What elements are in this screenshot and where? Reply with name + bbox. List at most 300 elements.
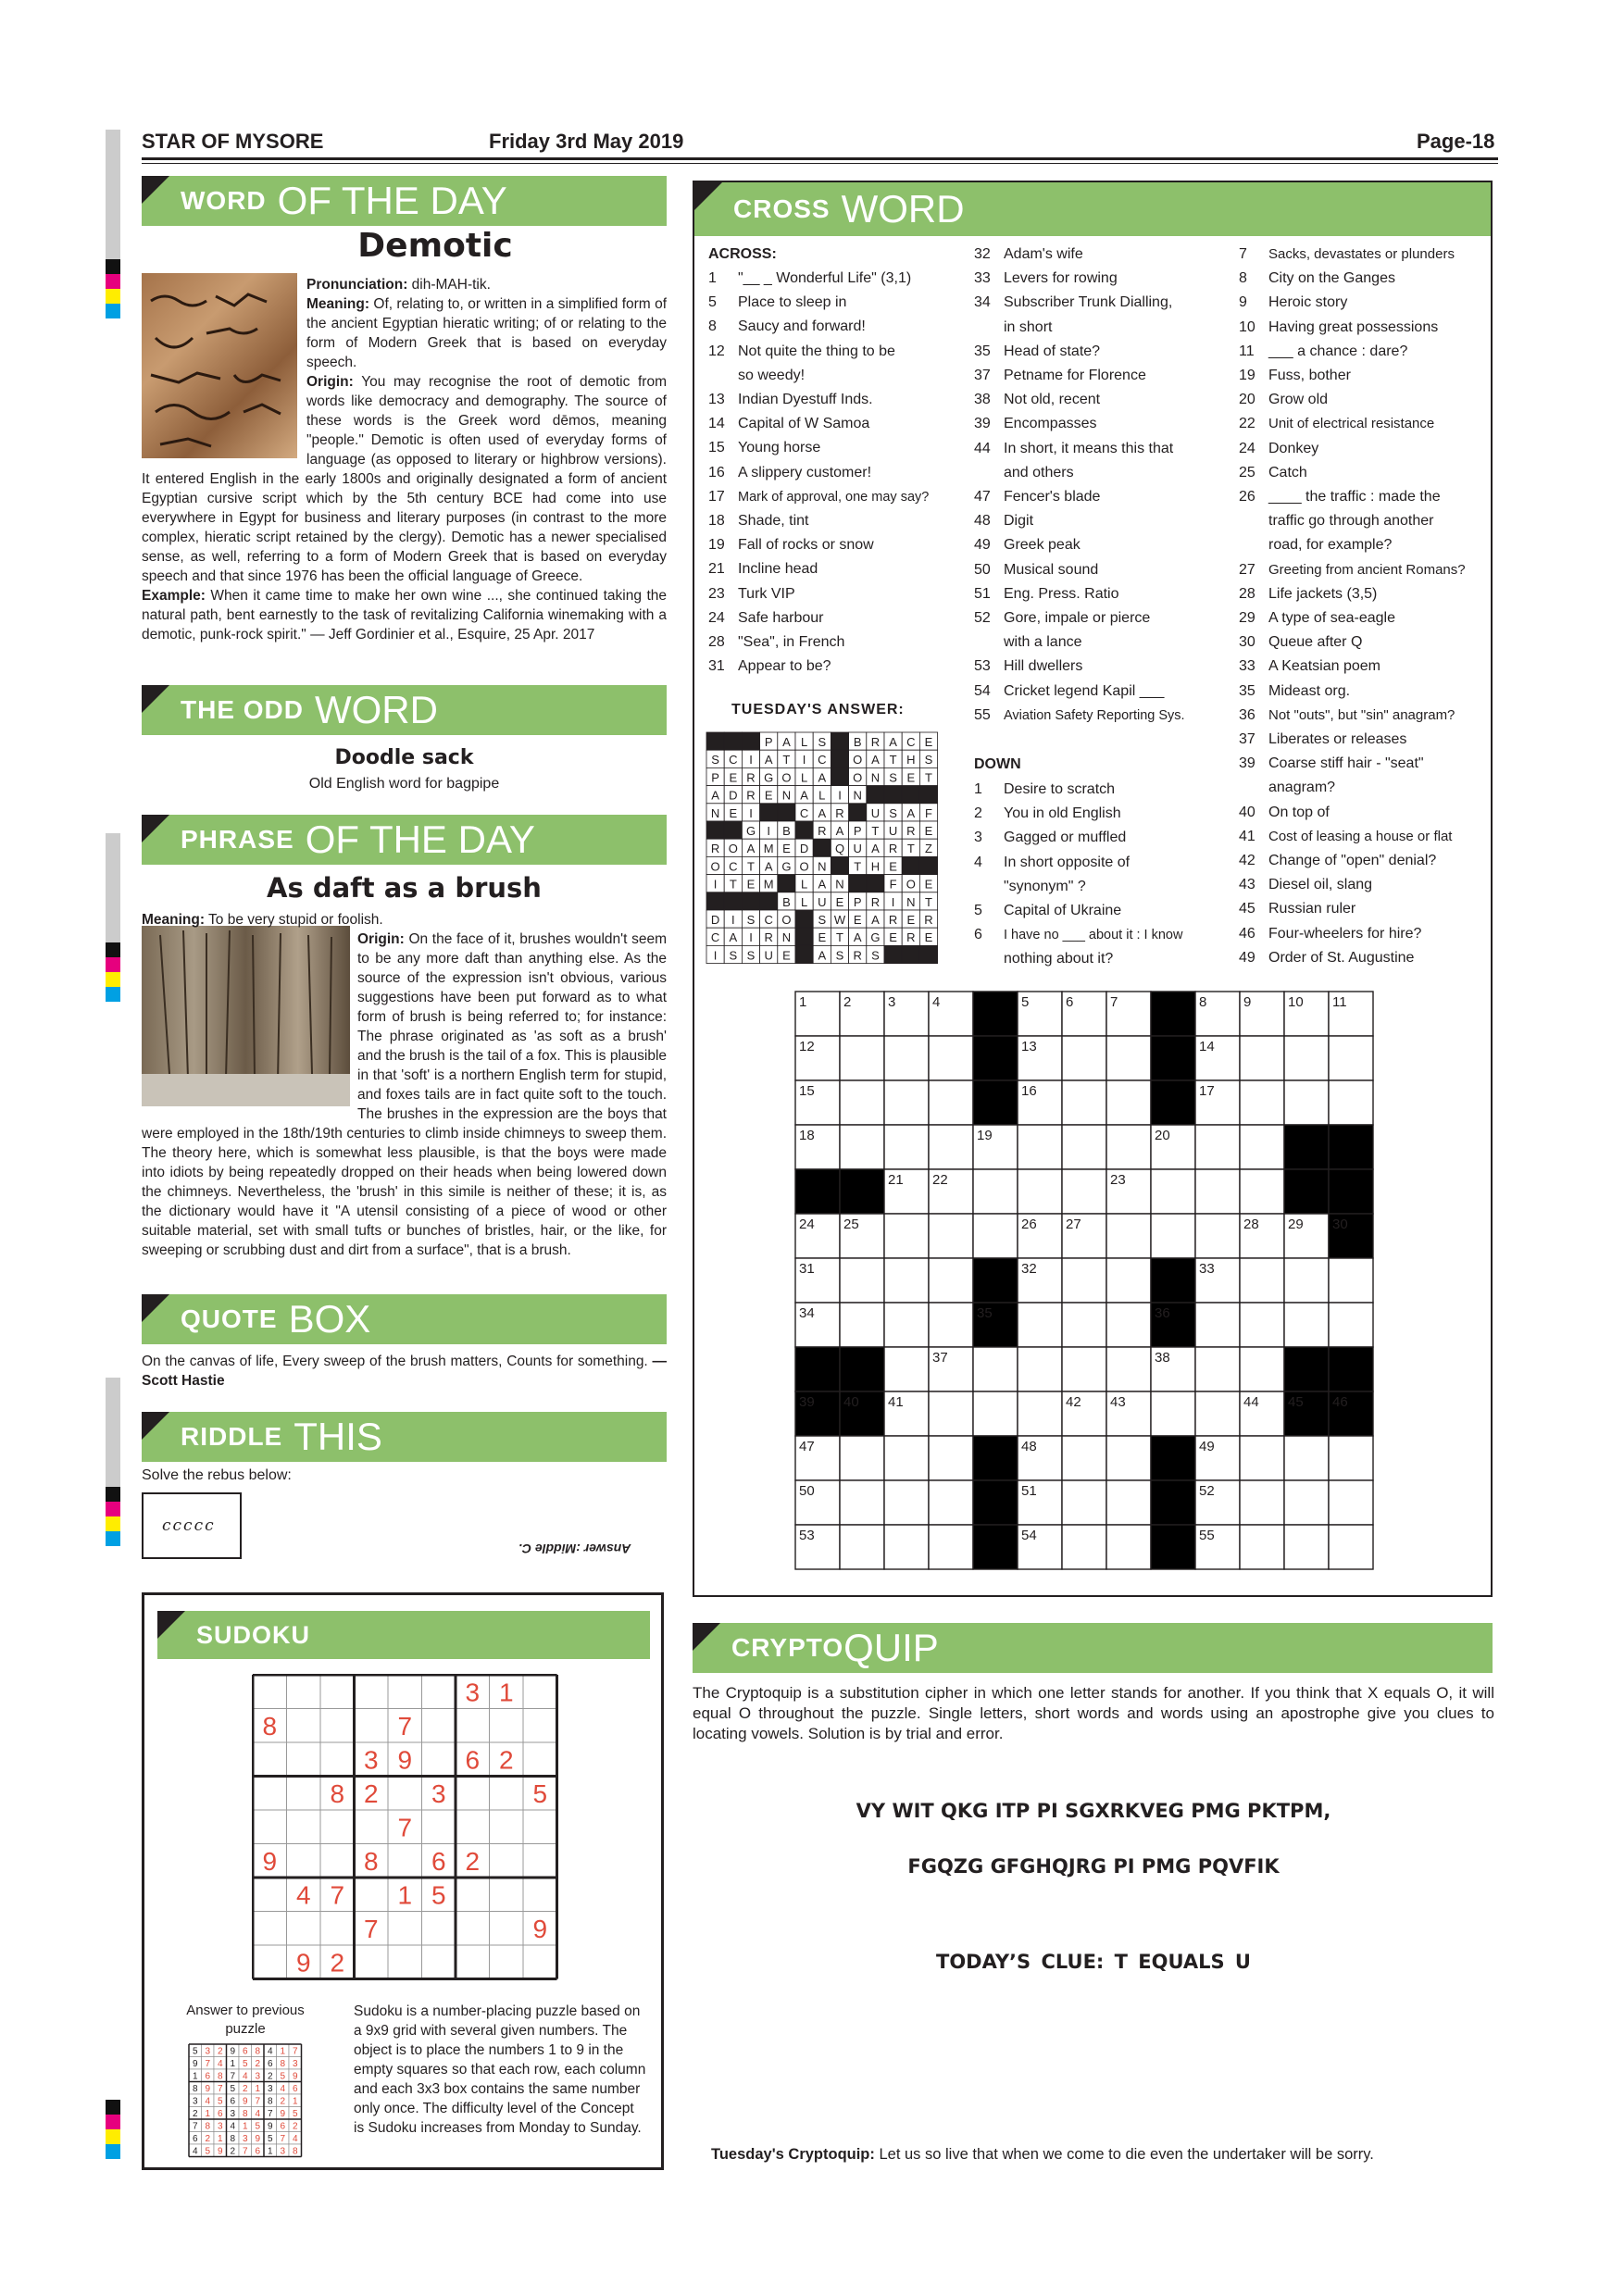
crossword-cell[interactable] xyxy=(884,1436,929,1480)
clue-text: Greek peak xyxy=(1004,537,1081,554)
answer-letter: E xyxy=(746,877,756,892)
answer-letter: R xyxy=(906,930,916,945)
crossword-cell[interactable] xyxy=(973,1214,1018,1258)
answer-block xyxy=(724,732,742,750)
crossword-cell[interactable] xyxy=(884,1303,929,1347)
crossword-cell[interactable] xyxy=(929,1436,973,1480)
sudoku-given: 7 xyxy=(397,1813,413,1842)
clue-text: Gore, impale or pierce xyxy=(1004,610,1151,627)
crossword-cell[interactable] xyxy=(929,1258,973,1303)
crossword-clue-number: 18 xyxy=(799,1128,815,1143)
crossword-cell[interactable] xyxy=(1195,1169,1240,1214)
crossword-cell[interactable] xyxy=(884,1036,929,1080)
sudoku-prev-label: Answer to previous puzzle xyxy=(186,2003,305,2037)
crossword-cell[interactable] xyxy=(1240,1303,1284,1347)
crossword-cell[interactable] xyxy=(1062,1436,1106,1480)
down-clues-col3 xyxy=(1239,243,1466,970)
crossword-cell[interactable] xyxy=(1284,1480,1329,1525)
crossword-cell[interactable] xyxy=(884,1214,929,1258)
answer-letter: E xyxy=(924,823,933,838)
crossword-clue-number: 30 xyxy=(1332,1217,1348,1232)
crossword-clue-number: 11 xyxy=(1332,994,1347,1010)
sudoku-prev-grid xyxy=(188,2043,306,2166)
crossword-cell[interactable] xyxy=(1284,1258,1329,1303)
crossword-cell[interactable] xyxy=(1240,1080,1284,1125)
cryptoquip-line-1: VY WIT QKG ITP PI SGXRKVEG PMG PKTPM, xyxy=(856,1800,1331,1822)
clue-item xyxy=(708,340,929,364)
crossword-cell[interactable] xyxy=(929,1080,973,1125)
answer-letter: O xyxy=(781,770,792,785)
answer-letter: E xyxy=(924,930,933,945)
crossword-cell[interactable] xyxy=(929,1214,973,1258)
answer-letter: I xyxy=(749,930,753,945)
answer-letter: O xyxy=(853,753,863,767)
crossword-cell[interactable] xyxy=(1106,1258,1151,1303)
crossword-cell[interactable] xyxy=(1106,1480,1151,1525)
clue-item xyxy=(1239,922,1466,946)
answer-letter: F xyxy=(889,877,897,892)
wotd-word: Demotic xyxy=(357,227,513,265)
crossword-block xyxy=(973,1436,1018,1480)
clue-number: 54 xyxy=(974,682,991,699)
answer-letter: E xyxy=(818,930,827,945)
clue-item xyxy=(974,461,1185,485)
crossword-clue-number: 5 xyxy=(1021,994,1030,1010)
crossword-cell[interactable] xyxy=(1284,1303,1329,1347)
clue-item xyxy=(974,291,1185,315)
crossword-cell[interactable] xyxy=(1018,1391,1062,1436)
phrase-text: As daft as a brush xyxy=(267,872,542,904)
crossword-cell[interactable] xyxy=(840,1125,884,1169)
prev-sudoku-digit: 3 xyxy=(242,2134,248,2145)
clue-item xyxy=(1239,752,1466,776)
crossword-cell[interactable] xyxy=(1106,1214,1151,1258)
crossword-cell[interactable] xyxy=(1062,1258,1106,1303)
prev-sudoku-digit: 3 xyxy=(230,2109,236,2120)
clue-text: Saucy and forward! xyxy=(738,318,866,335)
crossword-cell[interactable] xyxy=(929,1391,973,1436)
crossword-cell[interactable] xyxy=(840,1525,884,1569)
prev-sudoku-digit: 1 xyxy=(280,2046,286,2057)
crossword-cell[interactable] xyxy=(1240,1525,1284,1569)
crossword-cell[interactable] xyxy=(1106,1347,1151,1391)
prev-sudoku-digit: 3 xyxy=(192,2096,198,2107)
crossword-cell[interactable] xyxy=(1329,1036,1373,1080)
prev-sudoku-digit: 1 xyxy=(242,2121,248,2132)
prev-sudoku-digit: 7 xyxy=(280,2134,286,2145)
sudoku-given: 1 xyxy=(397,1880,413,1910)
odd-word: Doodle sack xyxy=(334,746,474,769)
crossword-cell[interactable] xyxy=(1018,1303,1062,1347)
crossword-clue-number: 12 xyxy=(799,1039,815,1054)
crossword-clue-number: 42 xyxy=(1066,1394,1081,1410)
clue-text: Fall of rocks or snow xyxy=(738,537,874,554)
answer-block xyxy=(867,786,884,804)
crossword-clue-number: 37 xyxy=(932,1350,948,1366)
clue-number: 19 xyxy=(1239,368,1255,384)
clue-item xyxy=(974,947,1182,971)
clue-text: A slippery customer! xyxy=(738,464,872,480)
crossword-cell[interactable] xyxy=(1329,1525,1373,1569)
answer-letter: R xyxy=(746,770,756,785)
answer-letter: N xyxy=(781,788,792,803)
crossword-cell[interactable] xyxy=(1062,1080,1106,1125)
crossword-cell[interactable] xyxy=(1284,1436,1329,1480)
crossword-cell[interactable] xyxy=(1284,1525,1329,1569)
clue-item xyxy=(1239,655,1466,679)
clue-item xyxy=(1239,680,1466,704)
prev-sudoku-digit: 2 xyxy=(217,2046,223,2057)
answer-block xyxy=(884,945,902,963)
answer-block xyxy=(724,892,742,910)
corner-triangle-icon xyxy=(142,1294,169,1322)
clue-number: 2 xyxy=(974,805,982,822)
prev-sudoku-digit: 4 xyxy=(267,2046,273,2057)
prev-sudoku-digit: 5 xyxy=(267,2134,273,2145)
crossword-cell[interactable] xyxy=(1106,1436,1151,1480)
prev-sudoku-digit: 9 xyxy=(217,2146,223,2157)
crossword-cell[interactable] xyxy=(1195,1347,1240,1391)
clue-text: Fuss, bother xyxy=(1268,368,1351,384)
clue-number: 7 xyxy=(1239,246,1247,262)
tuesday-answer-title: TUESDAY'S ANSWER: xyxy=(731,702,905,718)
crossword-block xyxy=(1151,992,1195,1036)
crossword-cell[interactable] xyxy=(840,1258,884,1303)
clue-item xyxy=(708,533,929,557)
answer-letter: O xyxy=(728,842,738,856)
prev-sudoku-digit: 5 xyxy=(205,2146,211,2157)
crossword-cell[interactable] xyxy=(1062,1347,1106,1391)
clue-number: 24 xyxy=(708,609,725,626)
clue-text: Levers for rowing xyxy=(1004,270,1118,287)
crossword-clue-number: 53 xyxy=(799,1528,815,1543)
crossword-cell[interactable] xyxy=(1329,1436,1373,1480)
wotd-body: Pronunciation: dih-MAH-tik. Meaning: Of, relating to, or written in a simplified form of the ancient Egyptian hieratic writing; of or relating to the form of Modern Greek that is based on everyday speech. Origin: You may recognise the root of demotic from words like democracy and demography. The source of these words is the Greek word dēmos, meaning "people." Demotic is often used of everyday forms of language (as opposed to literary or highbrow versions). It entered English in the early 1800s and originally designated a form of ancient Egyptian cursive script which by the 5th century BCE had come into use everywhere in Egypt for business and literary purposes (in contrast to the more complex, hieratic script retained by the clergy). Demotic has a newer specialised sense, as well, referring to a form of Modern Greek that is based on everyday speech and that since 1976 has been the official language of Greece. Example: When it came time to make her own wine ..., she continued taking the natural path, bent earnestly to the task of revitalizing California winemaking with a demotic, punk-rock spirit." — Jeff Gordinier et al., Esquire, 25 Apr. 2017 xyxy=(142,277,667,643)
sudoku-given: 5 xyxy=(431,1880,446,1910)
crossword-cell[interactable] xyxy=(840,1303,884,1347)
clue-item xyxy=(1239,897,1466,921)
answer-letter: I xyxy=(713,948,718,963)
clue-item xyxy=(1239,340,1466,364)
prev-sudoku-digit: 1 xyxy=(255,2084,261,2095)
clue-text: Head of state? xyxy=(1004,343,1101,359)
crossword-cell[interactable] xyxy=(884,1080,929,1125)
clue-number: 28 xyxy=(708,634,725,651)
crossword-cell[interactable] xyxy=(1240,1036,1284,1080)
clue-item xyxy=(974,704,1185,728)
clue-text: with a lance xyxy=(1004,634,1082,651)
sudoku-given: 8 xyxy=(330,1778,345,1808)
answer-letter: A xyxy=(782,734,791,749)
prev-sudoku-digit: 4 xyxy=(205,2096,211,2107)
clue-text: Eng. Press. Ratio xyxy=(1004,585,1119,602)
sudoku-given: 3 xyxy=(363,1745,379,1775)
answer-block xyxy=(706,892,724,910)
crossword-clue-number: 13 xyxy=(1021,1039,1037,1054)
answer-letter: L xyxy=(800,770,808,785)
prev-sudoku-digit: 6 xyxy=(280,2121,286,2132)
crossword-cell[interactable] xyxy=(1240,1480,1284,1525)
answer-block xyxy=(831,750,848,767)
crossword-clue-number: 25 xyxy=(843,1217,859,1232)
clue-number: 33 xyxy=(1239,658,1255,675)
crossword-cell[interactable] xyxy=(884,1125,929,1169)
crossword-cell[interactable] xyxy=(1062,1169,1106,1214)
clue-text: Fencer's blade xyxy=(1004,489,1101,505)
across-title: ACROSS: xyxy=(708,246,777,262)
clue-item xyxy=(974,388,1185,412)
riddle-prompt: Solve the rebus below: xyxy=(142,1467,292,1483)
phrase-body: Meaning: To be very stupid or foolish. Origin: On the face of it, brushes wouldn't seem to be any more daft than anything else. As the source of the expression isn't obvious, various suggestions have been put forward as to what form of brush is being referred to; for instance: The phrase originated as 'as soft as a brush' and the brush is the tail of a fox. This is plausible in that 'soft' is a northern English term for stupid, and foxes tails are in fact quite soft to the touch. The brushes in the expression are the boys that were employed in the 18th/19th centuries to climb inside chimneys to sweep them. The theory here, which is somewhat less plausible, is that the boys were made into idiots by being repeatedly dropped on their heads when being lowered down the chimneys. Nevertheless, the 'brush' in this simile is neither of these; it is, as the dictionary would have it "A utensil consisting of a piece of wood or other suitable material, set with small tufts or bunches of bristles, hair, or the like, for sweeping or scrubbing dust and dirt from a surface", that is a brush. xyxy=(142,912,668,1258)
crossword-cell[interactable] xyxy=(973,1391,1018,1436)
clue-item xyxy=(708,461,929,485)
answer-letter: C xyxy=(799,805,809,820)
clue-text: Not quite the thing to be xyxy=(738,343,895,359)
clue-text: On top of xyxy=(1268,804,1330,820)
crossword-clue-number: 23 xyxy=(1110,1172,1126,1188)
crossword-cell[interactable] xyxy=(840,1080,884,1125)
crossword-cell[interactable] xyxy=(1151,1214,1195,1258)
crossword-cell[interactable] xyxy=(929,1125,973,1169)
crossword-cell[interactable] xyxy=(1018,1347,1062,1391)
answer-letter: A xyxy=(818,770,827,785)
cryptoquip-intro: The Cryptoquip is a substitution cipher in which one letter stands for another. If you think that X equals O, it will equal O throughout the puzzle. Single letters, short words and words using an apostrophe give you clues to locating vowels. Solution is by trial and error. xyxy=(693,1684,1494,1742)
answer-block xyxy=(902,856,919,874)
crossword-cell[interactable] xyxy=(1018,1125,1062,1169)
crossword-cell[interactable] xyxy=(1195,1303,1240,1347)
crossword-clue-number: 51 xyxy=(1021,1483,1037,1499)
tuesday-answer-grid xyxy=(706,731,946,977)
clue-number: 51 xyxy=(974,585,991,602)
crossword-cell[interactable] xyxy=(1329,1258,1373,1303)
answer-block xyxy=(902,786,919,804)
clue-number: 42 xyxy=(1239,853,1255,869)
clue-number: 49 xyxy=(974,537,991,554)
clue-text: In short opposite of xyxy=(1004,854,1131,870)
crossword-clue-number: 4 xyxy=(932,994,941,1010)
crossword-cell[interactable] xyxy=(1195,1391,1240,1436)
clue-text: Queue after Q xyxy=(1268,634,1363,651)
crossword-cell[interactable] xyxy=(1106,1080,1151,1125)
crossword-cell[interactable] xyxy=(1240,1169,1284,1214)
clue-number: 27 xyxy=(1239,561,1255,578)
answer-letter: U xyxy=(764,948,773,963)
crossword-cell[interactable] xyxy=(884,1525,929,1569)
sudoku-given: 1 xyxy=(498,1678,514,1707)
answer-letter: S xyxy=(818,734,827,749)
clue-text: Digit xyxy=(1004,513,1034,530)
clue-number: 1 xyxy=(974,781,982,797)
header-rule-thin xyxy=(142,163,1498,164)
crossword-cell[interactable] xyxy=(840,1036,884,1080)
clue-number: 30 xyxy=(1239,634,1255,651)
answer-letter: G xyxy=(870,930,881,945)
sudoku-given: 5 xyxy=(532,1778,548,1808)
odd-word-definition: Old English word for bagpipe xyxy=(308,776,500,792)
answer-letter: G xyxy=(781,859,792,874)
crossword-cell[interactable] xyxy=(840,1480,884,1525)
sudoku-given: 9 xyxy=(262,1846,278,1876)
prev-sudoku-digit: 9 xyxy=(242,2096,248,2107)
sudoku-given: 7 xyxy=(397,1711,413,1741)
clue-text: Capital of W Samoa xyxy=(738,416,870,432)
answer-letter: T xyxy=(782,753,791,767)
answer-block xyxy=(760,804,778,821)
corner-triangle-icon xyxy=(693,1623,720,1651)
answer-letter: S xyxy=(835,948,844,963)
crossword-cell[interactable] xyxy=(1062,1125,1106,1169)
crossword-cell[interactable] xyxy=(929,1525,973,1569)
clue-text: Shade, tint xyxy=(738,513,809,530)
crossword-cell[interactable] xyxy=(1240,1436,1284,1480)
prev-sudoku-digit: 6 xyxy=(230,2096,236,2107)
answer-block xyxy=(849,804,867,821)
clue-number: 23 xyxy=(708,585,725,602)
clue-number: 6 xyxy=(974,927,982,943)
prev-sudoku-digit: 6 xyxy=(242,2046,248,2057)
crossword-cell[interactable] xyxy=(1284,1036,1329,1080)
prev-sudoku-digit: 3 xyxy=(267,2084,273,2095)
answer-block xyxy=(795,945,813,963)
clue-text: Not old, recent xyxy=(1004,392,1101,408)
corner-triangle-icon xyxy=(157,1611,185,1639)
crossword-cell[interactable] xyxy=(1106,1125,1151,1169)
answer-letter: R xyxy=(888,842,898,856)
crossword-cell[interactable] xyxy=(1240,1347,1284,1391)
crossword-cell[interactable] xyxy=(1106,1303,1151,1347)
prev-sudoku-digit: 7 xyxy=(267,2109,273,2120)
clue-number: 15 xyxy=(708,440,725,456)
quote-banner: QUOTE BOX xyxy=(142,1294,667,1344)
crossword-clue-number: 36 xyxy=(1155,1305,1170,1321)
crossword-cell[interactable] xyxy=(1240,1125,1284,1169)
crossword-cell[interactable] xyxy=(1240,1258,1284,1303)
answer-letter: T xyxy=(906,842,915,856)
clue-item xyxy=(1239,606,1466,630)
crossword-cell[interactable] xyxy=(1062,1480,1106,1525)
phrase-banner: PHRASE OF THE DAY xyxy=(142,815,667,865)
crossword-cell[interactable] xyxy=(1106,1525,1151,1569)
crossword-cell[interactable] xyxy=(929,1303,973,1347)
crossword-cell[interactable] xyxy=(1106,1036,1151,1080)
clue-number: 32 xyxy=(974,246,991,262)
prev-sudoku-digit: 8 xyxy=(205,2121,211,2132)
answer-block xyxy=(795,821,813,839)
answer-letter: T xyxy=(925,770,932,785)
answer-block xyxy=(760,892,778,910)
crossword-cell[interactable] xyxy=(1151,1391,1195,1436)
clue-number: 29 xyxy=(1239,610,1255,627)
answer-letter: A xyxy=(871,842,880,856)
crossword-cell[interactable] xyxy=(1062,1525,1106,1569)
crossword-cell[interactable] xyxy=(1195,1125,1240,1169)
answer-letter: S xyxy=(871,948,880,963)
answer-block xyxy=(778,804,795,821)
wotd-banner: WORD OF THE DAY xyxy=(142,176,667,226)
crossword-cell[interactable] xyxy=(1329,1303,1373,1347)
crossword-cell[interactable] xyxy=(1329,1080,1373,1125)
prev-sudoku-digit: 3 xyxy=(217,2121,223,2132)
crossword-clue-number: 50 xyxy=(799,1483,815,1499)
answer-letter: T xyxy=(836,930,843,945)
crossword-cell[interactable] xyxy=(1195,1214,1240,1258)
answer-letter: D xyxy=(729,788,738,803)
answer-letter: I xyxy=(749,753,753,767)
prev-sudoku-digit: 1 xyxy=(205,2109,211,2120)
crossword-cell[interactable] xyxy=(1062,1303,1106,1347)
prev-sudoku-digit: 9 xyxy=(255,2134,261,2145)
crossword-cell[interactable] xyxy=(1062,1036,1106,1080)
crossword-clue-number: 48 xyxy=(1021,1439,1037,1454)
crossword-cell[interactable] xyxy=(973,1347,1018,1391)
clue-text: Order of St. Augustine xyxy=(1268,949,1415,966)
answer-block xyxy=(884,786,902,804)
crossword-clue-number: 49 xyxy=(1199,1439,1215,1454)
crossword-clue-number: 3 xyxy=(888,994,896,1010)
crossword-clue-number: 7 xyxy=(1110,994,1118,1010)
clue-number: 55 xyxy=(974,706,991,723)
crossword-cell[interactable] xyxy=(929,1036,973,1080)
clue-item xyxy=(1239,412,1466,436)
answer-letter: C xyxy=(729,753,738,767)
prev-sudoku-digit: 4 xyxy=(242,2071,248,2082)
sudoku-given: 9 xyxy=(295,1948,311,1978)
answer-letter: L xyxy=(800,894,808,909)
prev-sudoku-digit: 8 xyxy=(217,2071,223,2082)
answer-letter: H xyxy=(906,753,916,767)
clue-text: in short xyxy=(1004,318,1053,335)
answer-block xyxy=(867,875,884,892)
crossword-cell[interactable] xyxy=(1151,1169,1195,1214)
clue-item xyxy=(1239,558,1466,582)
answer-letter: F xyxy=(925,805,932,820)
rebus-box xyxy=(142,1492,242,1559)
crossword-clue-number: 46 xyxy=(1332,1394,1348,1410)
answer-letter: A xyxy=(818,948,827,963)
clue-number: 39 xyxy=(974,416,991,432)
answer-letter: A xyxy=(764,753,773,767)
prev-sudoku-digit: 6 xyxy=(255,2146,261,2157)
answer-letter: O xyxy=(853,770,863,785)
crossword-cell[interactable] xyxy=(884,1258,929,1303)
clue-item xyxy=(1239,728,1466,752)
riddle-banner: RIDDLE THIS xyxy=(142,1412,667,1462)
answer-block xyxy=(795,928,813,945)
crossword-cell[interactable] xyxy=(884,1480,929,1525)
crossword-cell[interactable] xyxy=(1018,1169,1062,1214)
crossword-cell[interactable] xyxy=(973,1169,1018,1214)
crossword-cell[interactable] xyxy=(884,1347,929,1391)
crossword-cell[interactable] xyxy=(1284,1080,1329,1125)
crossword-cell[interactable] xyxy=(929,1480,973,1525)
sudoku-given: 2 xyxy=(363,1778,379,1808)
crossword-cell[interactable] xyxy=(840,1436,884,1480)
clue-text: traffic go through another xyxy=(1268,513,1434,530)
clue-text: Having great possessions xyxy=(1268,318,1439,335)
crossword-clue-number: 33 xyxy=(1199,1261,1215,1277)
crossword-cell[interactable] xyxy=(1329,1480,1373,1525)
clue-item xyxy=(974,606,1185,630)
prev-sudoku-digit: 7 xyxy=(205,2059,211,2070)
clue-number: 1 xyxy=(708,270,717,286)
clue-text: Desire to scratch xyxy=(1004,781,1116,797)
answer-letter: E xyxy=(782,842,791,856)
clue-number: 40 xyxy=(1239,804,1255,820)
answer-letter: A xyxy=(871,912,880,927)
crossword-clue-number: 52 xyxy=(1199,1483,1215,1499)
clue-item xyxy=(974,412,1185,436)
corner-triangle-icon xyxy=(142,685,169,713)
